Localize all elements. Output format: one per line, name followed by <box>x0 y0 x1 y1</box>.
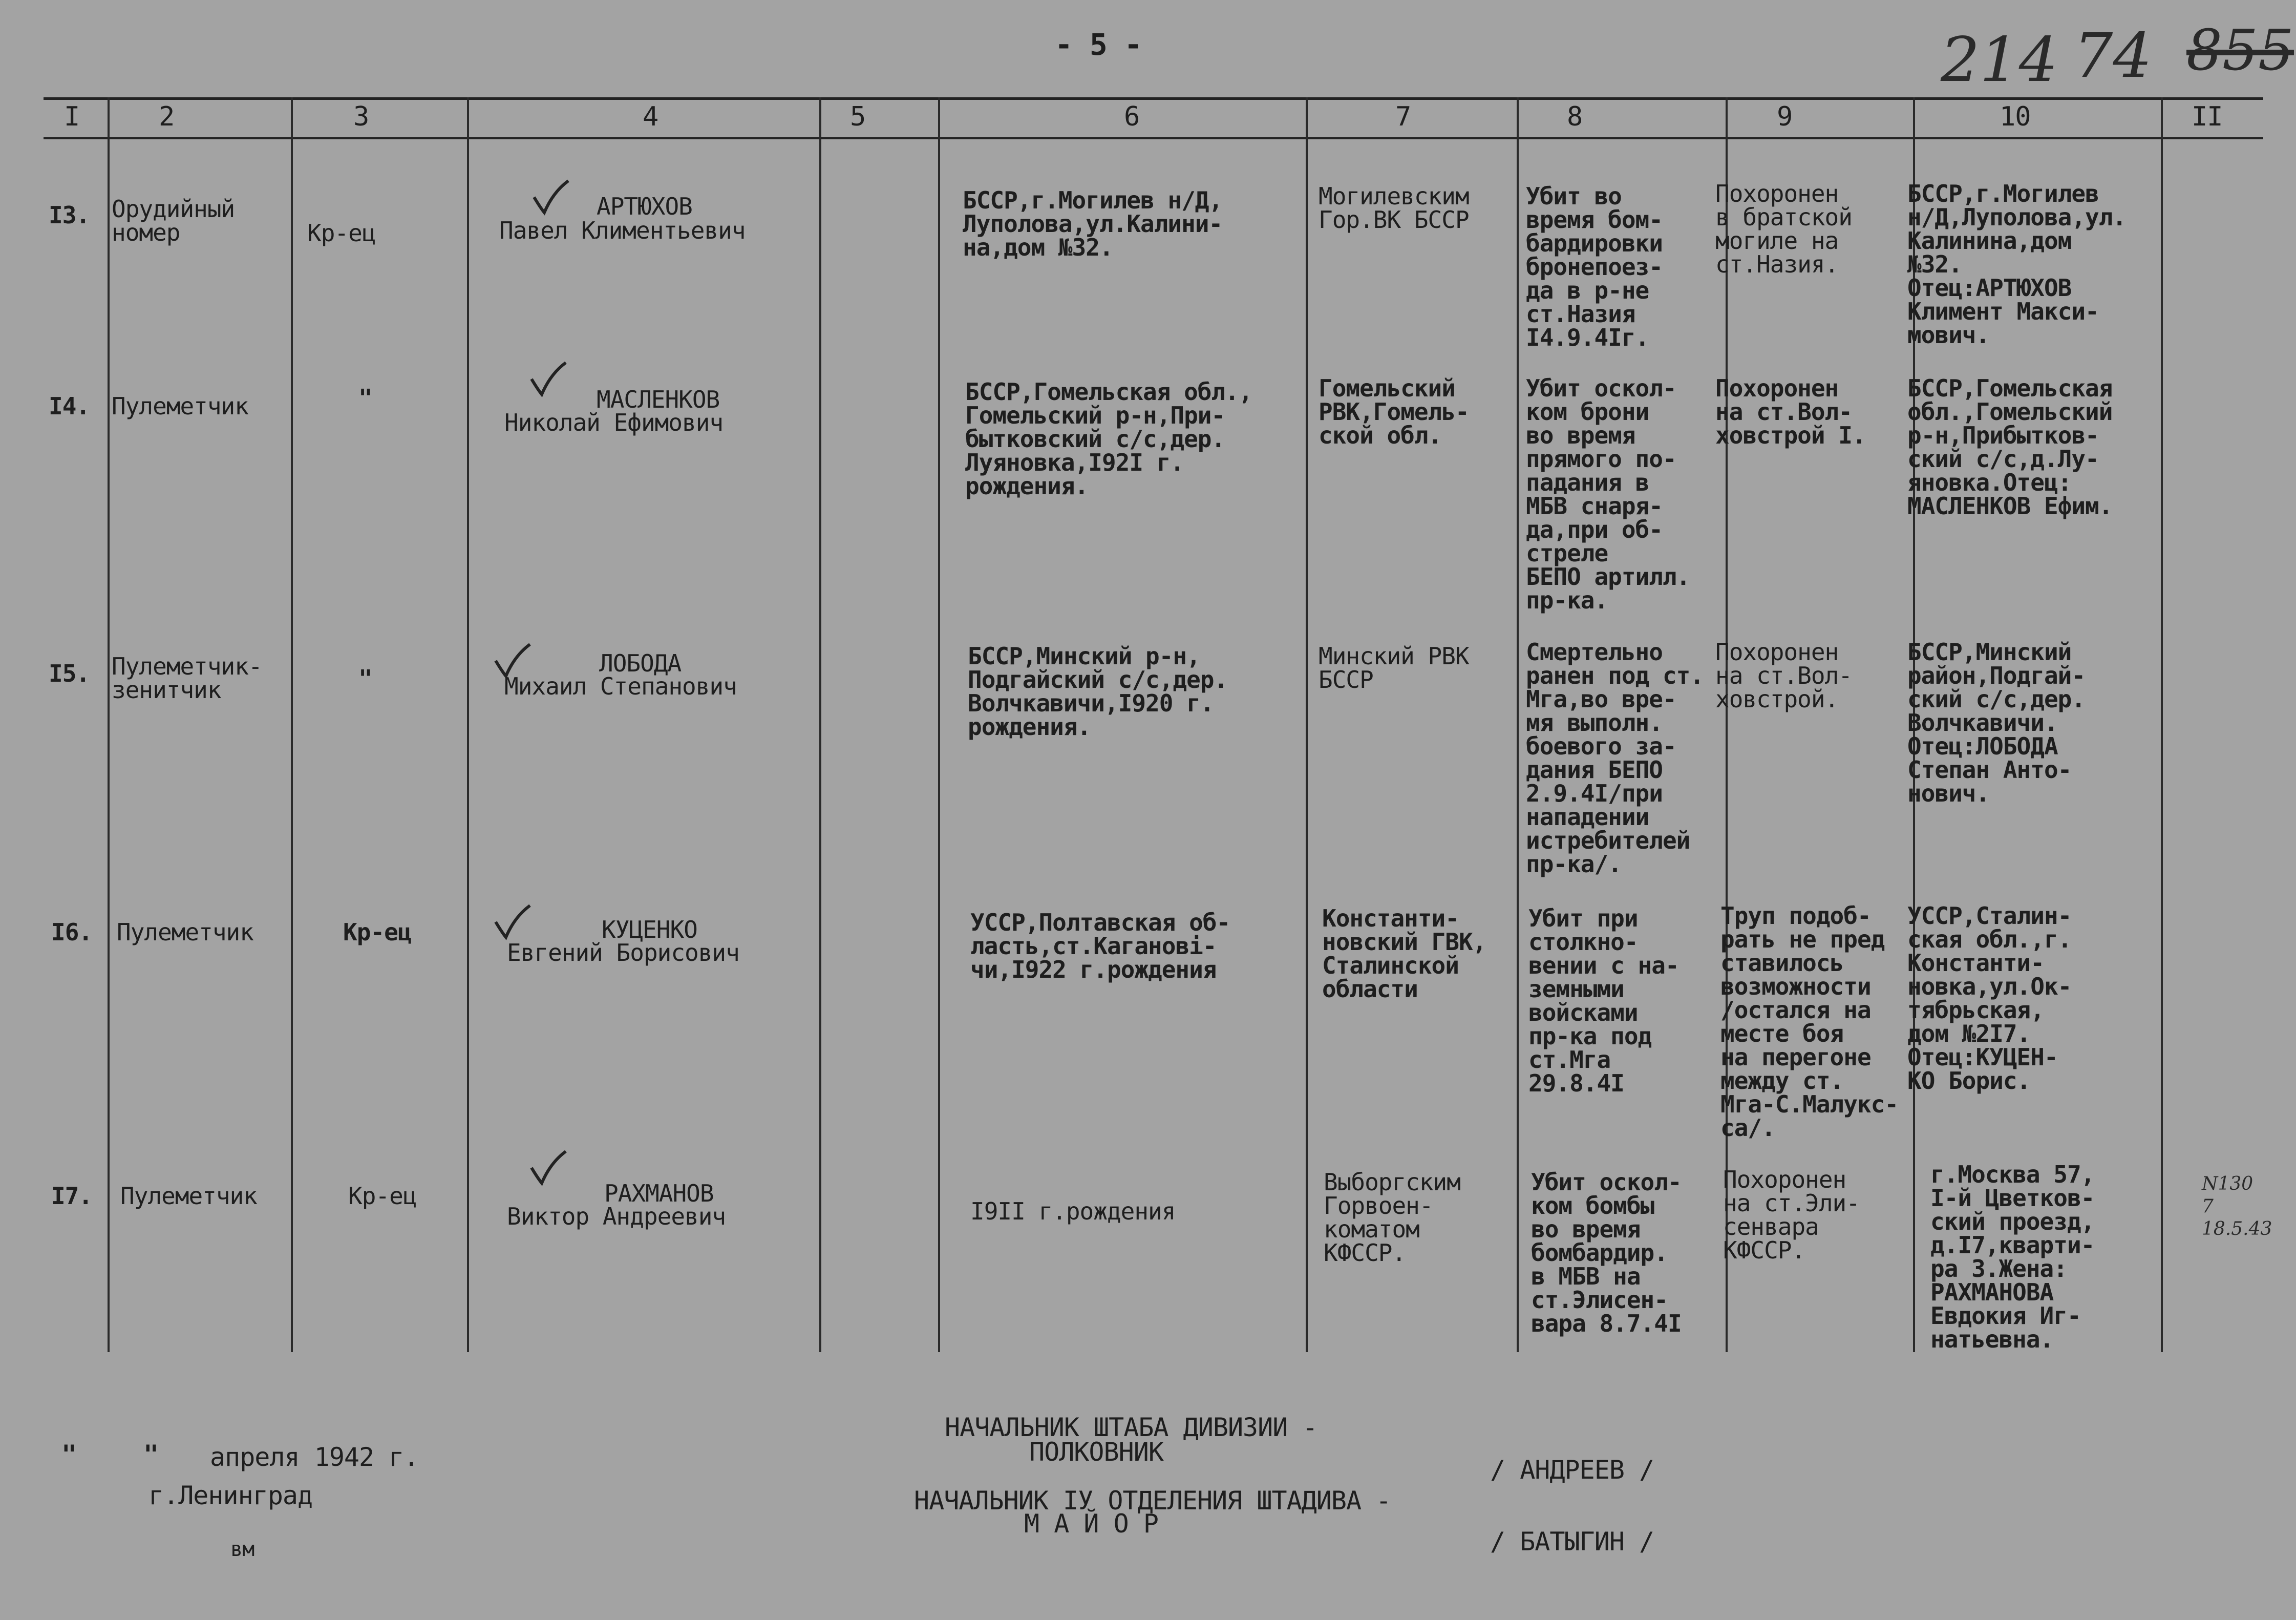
column-header: II <box>2192 101 2223 132</box>
row-address: БССР,г.Могилев н/Д, Луполова,ул.Калини- на,дом №32. <box>963 186 1223 261</box>
row-number: I6. <box>51 918 93 946</box>
row-military-office: Выборгским Горвоен- коматом КФССР. <box>1324 1168 1460 1267</box>
row-burial: Труп подоб- рать не пред ставилось возможности /остался на месте боя на перегоне между ст. Мга-С.Малукс- са/. <box>1720 902 1899 1142</box>
table-header-rule <box>44 137 2263 139</box>
row-position: Орудийный номер <box>112 195 235 246</box>
row-burial: Похоронен на ст.Эли- сенвара КФССР. <box>1723 1166 1860 1264</box>
column-divider <box>1306 97 1308 1352</box>
row-surname: ЛОБОДА <box>599 649 682 677</box>
row-surname: МАСЛЕНКОВ <box>597 386 720 413</box>
row-full-name: Евгений Борисович <box>507 939 739 966</box>
row-burial: Похоронен на ст.Вол- ховстрой. <box>1715 638 1852 713</box>
row-rank: Кр-ец <box>307 219 376 247</box>
row-address: I9II г.рождения <box>970 1197 1176 1225</box>
row-position: Пулеметчик- зенитчик <box>112 653 262 704</box>
row-rank: Кр-ец <box>348 1182 417 1210</box>
signatory-title-1: НАЧАЛЬНИК ШТАБА ДИВИЗИИ - <box>945 1413 1317 1442</box>
typist-initials: вм <box>230 1538 254 1561</box>
date-quote-open: " <box>61 1440 77 1469</box>
column-divider <box>819 97 821 1352</box>
row-circumstances: Смертельно ранен под ст. Мга,во вре- мя выполн. боевого за- дания БЕПО 2.9.4I/при нападении истребителей пр-ка/. <box>1526 638 1704 878</box>
signature-batygin: / БАТЫГИН / <box>1490 1527 1654 1556</box>
document-date: апреля 1942 г. <box>210 1442 419 1472</box>
row-full-name: Николай Ефимович <box>504 409 724 436</box>
archive-number-2: 74 <box>2074 20 2152 92</box>
table-top-rule <box>44 97 2263 100</box>
column-header: 2 <box>159 101 175 132</box>
row-military-office: Минский РВК БССР <box>1319 642 1469 693</box>
row-burial: Похоронен в братской могиле на ст.Назия. <box>1715 180 1852 278</box>
column-divider <box>1726 97 1728 1352</box>
signatory-rank-1: ПОЛКОВНИК <box>1029 1437 1163 1467</box>
signatory-rank-2: М А Й О Р <box>1024 1509 1158 1539</box>
column-header: 7 <box>1395 101 1411 132</box>
row-number: I5. <box>49 660 90 687</box>
row-number: I7. <box>51 1182 93 1210</box>
row-circumstances: Убит оскол- ком бомбы во время бомбардир. в МБВ на ст.Элисен- вара 8.7.4I <box>1531 1168 1682 1337</box>
row-surname: КУЦЕНКО <box>602 916 697 943</box>
column-divider <box>108 97 110 1352</box>
column-header: 8 <box>1567 101 1583 132</box>
row-full-name: Михаил Степанович <box>504 672 737 700</box>
check-mark-icon <box>527 1147 568 1188</box>
document-city: г.Ленинград <box>148 1481 313 1510</box>
signatory-title-2: НАЧАЛЬНИК IУ ОТДЕЛЕНИЯ ШТАДИВА - <box>914 1486 1391 1516</box>
row-position: Пулеметчик <box>112 392 248 420</box>
column-header: 10 <box>2000 101 2031 132</box>
column-header: 9 <box>1777 101 1793 132</box>
row-address: УССР,Полтавская об- ласть,ст.Кагановi- чи,I922 г.рождения <box>970 909 1230 983</box>
row-full-name: Павел Климентьевич <box>499 217 746 244</box>
row-relatives: БССР,г.Могилев н/Д,Луполова,ул. Калинина,дом №32. Отец:АРТЮХОВ Климент Макси- мович. <box>1907 180 2127 349</box>
column-header: 5 <box>850 101 866 132</box>
row-burial: Похоронен на ст.Вол- ховстрой I. <box>1715 374 1866 449</box>
column-header: 4 <box>643 101 658 132</box>
column-header: I <box>64 101 80 132</box>
margin-note: N130 7 18.5.43 <box>2202 1173 2272 1239</box>
row-military-office: Гомельский РВК,Гомель- ской обл. <box>1319 374 1469 449</box>
row-rank: Кр-ец <box>343 918 412 946</box>
row-relatives: г.Москва 57, I-й Цветков- ский проезд, д.I7,кварти- ра 3.Жена: РАХМАНОВА Евдокия Иг- натьевна. <box>1930 1161 2095 1353</box>
check-mark-icon <box>527 359 568 399</box>
row-surname: РАХМАНОВ <box>604 1180 714 1207</box>
row-full-name: Виктор Андреевич <box>507 1203 726 1230</box>
row-number: I3. <box>49 201 90 229</box>
archive-number-1: 214 <box>1941 25 2058 96</box>
check-mark-icon <box>530 177 571 218</box>
check-mark-icon <box>492 901 533 942</box>
row-rank: " <box>358 665 372 692</box>
column-divider <box>467 97 469 1352</box>
row-rank: " <box>358 384 372 412</box>
row-relatives: БССР,Гомельская обл.,Гомельский р-н,Прибытков- ский с/с,д.Лу- яновка.Отец: МАСЛЕНКОВ Ефим. <box>1907 374 2113 520</box>
row-military-office: Константи- новский ГВК, Сталинской области <box>1322 904 1486 1003</box>
archive-number-3: 855 <box>2186 17 2294 83</box>
column-divider <box>938 97 940 1352</box>
column-header: 3 <box>353 101 369 132</box>
date-quote-close: " <box>143 1440 159 1469</box>
column-divider <box>291 97 293 1352</box>
page-marker: - 5 - <box>1055 27 1142 62</box>
row-number: I4. <box>49 392 90 420</box>
row-address: БССР,Минский р-н, Подгайский с/с,дер. Волчкавичи,I920 г. рождения. <box>968 642 1228 741</box>
row-circumstances: Убит оскол- ком брони во время прямого по- падания в МБВ снаря- да,при об- стреле БЕПО артилл. пр-ка. <box>1526 374 1690 614</box>
column-header: 6 <box>1124 101 1140 132</box>
row-surname: АРТЮХОВ <box>597 193 692 220</box>
row-position: Пулеметчик <box>117 918 253 946</box>
row-circumstances: Убит во время бом- бардировки бронепоез- да в р-не ст.Назия I4.9.4Iг. <box>1526 182 1663 351</box>
row-circumstances: Убит при столкно- вении с на- земными войсками пр-ка под ст.Мга 29.8.4I <box>1528 904 1679 1097</box>
row-address: БССР,Гомельская обл., Гомельский р-н,При- бытковский с/с,дер. Луяновка,I92I г. рождения. <box>965 378 1252 500</box>
column-divider <box>2161 97 2163 1352</box>
row-relatives: УССР,Сталин- ская обл.,г. Константи- новка,ул.Ок- тябрьская, дом №2I7. Отец:КУЦЕН- КО Борис. <box>1907 902 2072 1095</box>
row-relatives: БССР,Минский район,Подгай- ский с/с,дер. Волчкавичи. Отец:ЛОБОДА Степан Анто- нович. <box>1907 638 2086 807</box>
row-position: Пулеметчик <box>120 1182 257 1210</box>
column-divider <box>1517 97 1519 1352</box>
row-military-office: Могилевским Гор.ВК БССР <box>1319 182 1469 234</box>
signature-andreev: / АНДРЕЕВ / <box>1490 1455 1654 1485</box>
